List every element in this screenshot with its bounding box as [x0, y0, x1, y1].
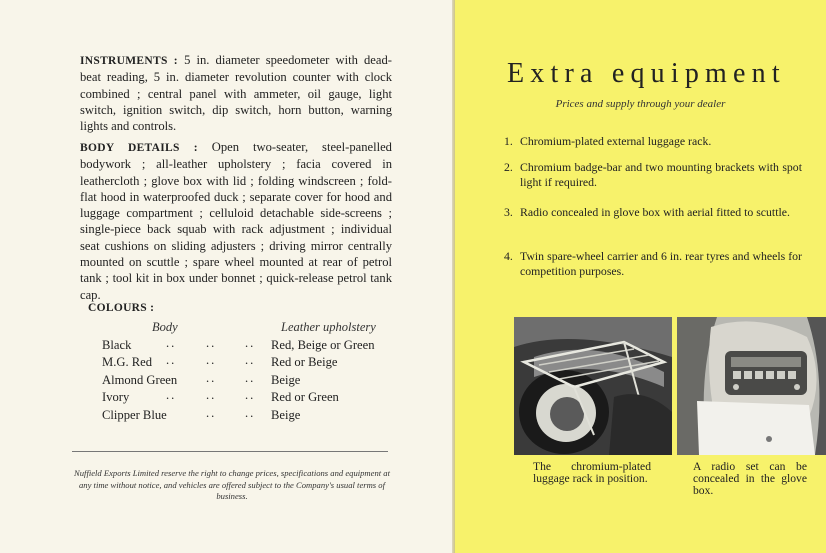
item-text: Chromium badge-bar and two mounting brackets with spot light if required.	[520, 160, 802, 189]
colour-body-name: Clipper Blue	[102, 408, 167, 422]
item-number: 1.	[504, 134, 513, 148]
colour-body-name: Ivory	[102, 390, 130, 404]
leader-dots: ..	[245, 353, 256, 367]
leader-dots: ..	[206, 353, 217, 367]
colour-row	[102, 408, 402, 426]
item-number: 2.	[504, 160, 513, 174]
disclaimer-note: Nuffield Exports Limited reserve the right to change prices, specifications and equipment at any time without notice, and vehicles are offered subject to the Company's usual terms of business.	[74, 468, 390, 501]
body-details-heading: BODY DETAILS :	[80, 142, 198, 154]
page-subtitle: Prices and supply through your dealer	[555, 98, 726, 110]
luggage-rack-caption: The chromium-plated luggage rack in position.	[533, 460, 651, 485]
colour-leather-value: Beige	[271, 408, 301, 422]
leader-dots: ..	[245, 336, 256, 350]
colours-heading: COLOURS :	[88, 302, 155, 314]
item-number: 4.	[504, 249, 513, 263]
glove-box-radio-photo	[677, 317, 826, 455]
equipment-item	[504, 134, 802, 149]
colour-body-name: Black	[102, 338, 132, 352]
leader-dots: ..	[206, 406, 217, 420]
instruments-paragraph	[80, 52, 392, 134]
leader-dots: ..	[206, 371, 217, 385]
body-details-text: Open two-seater, steel-panelled bodywork ; all-leather upholstery ; facia covered in leathercloth ; glove box with lid ; folding windscreen ; fold-flat hood in waterproofed duck ; separate cover for hood and luggage compartment ; celluloid detachable side-screens ; single-piece back squab with rack adjustment ; individual seat cushions on sliding adjusters ; driving mirror centrally mounted on scuttle ; spare wheel mounted at rear of petrol tank ; tool kit in box under bonnet ; quick-release petrol tank cap.	[80, 140, 392, 302]
colours-column-body: Body	[152, 320, 178, 334]
leader-dots: ..	[245, 388, 256, 402]
leader-dots: ..	[206, 336, 217, 350]
leader-dots: ..	[245, 406, 256, 420]
colour-body-name: M.G. Red	[102, 355, 153, 369]
divider-rule	[72, 451, 388, 452]
colour-leather-value: Red or Green	[271, 390, 339, 404]
equipment-item	[504, 249, 802, 279]
instruments-text: 5 in. diameter speedometer with dead-beat reading, 5 in. diameter revolution counter with clock combined ; central panel with ammeter, oil gauge, light switch, ignition switch, dip switch, horn button, warning lights and controls.	[80, 53, 392, 134]
item-text: Twin spare-wheel carrier and 6 in. rear tyres and wheels for competition purposes.	[520, 249, 802, 278]
leader-dots: ..	[206, 388, 217, 402]
leader-dots: ..	[166, 388, 177, 402]
body-details-paragraph	[80, 139, 392, 303]
colour-leather-value: Red or Beige	[271, 355, 338, 369]
colours-column-leather: Leather upholstery	[281, 320, 376, 334]
item-number: 3.	[504, 205, 513, 219]
luggage-rack-photo	[514, 317, 672, 455]
page-title: Extra equipment	[507, 58, 786, 89]
radio-caption: A radio set can be concealed in the glove box.	[693, 460, 807, 497]
colour-leather-value: Red, Beige or Green	[271, 338, 375, 352]
equipment-item	[504, 205, 802, 220]
equipment-item	[504, 160, 802, 190]
colour-body-name: Almond Green	[102, 373, 178, 387]
leader-dots: ..	[166, 353, 177, 367]
instruments-heading: INSTRUMENTS :	[80, 55, 178, 67]
item-text: Chromium-plated external luggage rack.	[520, 134, 712, 148]
leader-dots: ..	[166, 336, 177, 350]
colour-leather-value: Beige	[271, 373, 301, 387]
item-text: Radio concealed in glove box with aerial fitted to scuttle.	[520, 205, 790, 219]
leader-dots: ..	[245, 371, 256, 385]
